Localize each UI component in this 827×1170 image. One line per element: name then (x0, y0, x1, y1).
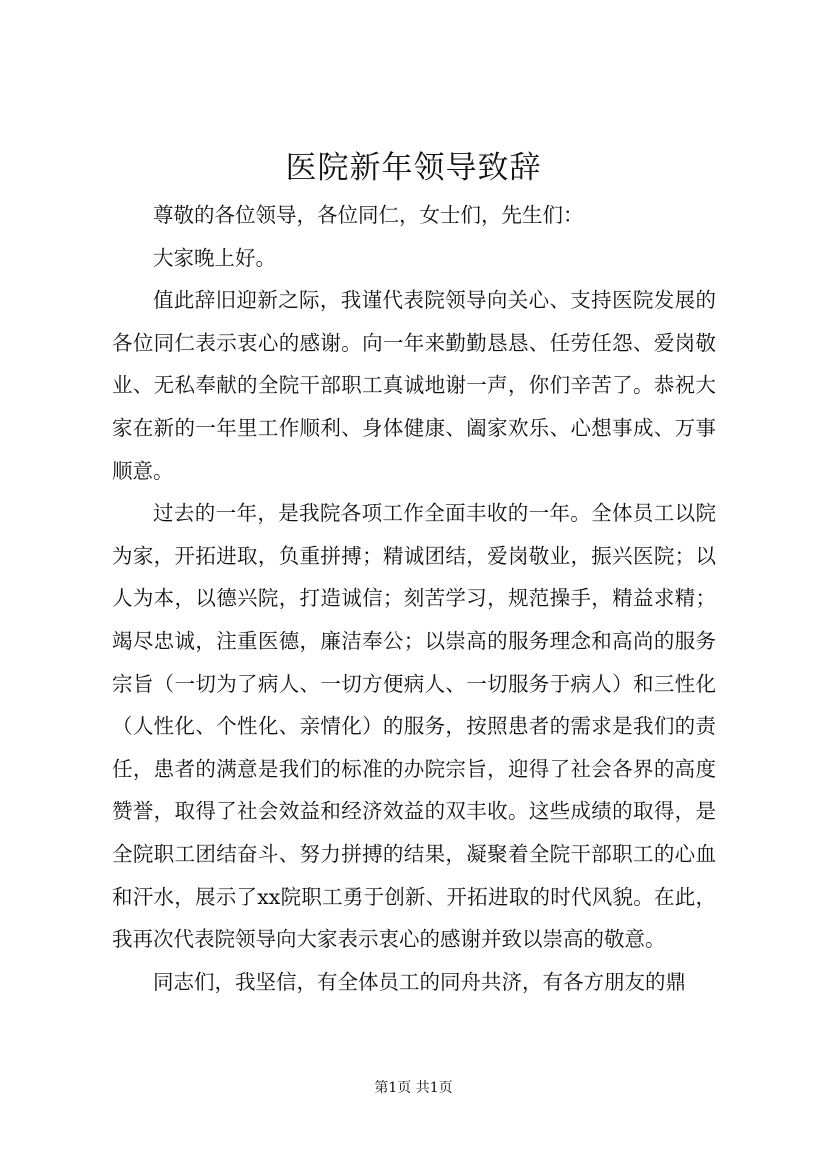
document-title: 医院新年领导致辞 (285, 150, 542, 186)
salutation-paragraph: 尊敬的各位领导，各位同仁，女士们，先生们： (153, 203, 584, 227)
page-footer: 第1页 共1页 (374, 1080, 453, 1096)
thanks-paragraph: 值此辞旧迎新之际，我谨代表院领导向关心、支持医院发展的各位同仁表示衷心的感谢。向一年来勤勤恳恳、任劳任怨、爱岗敬业、无私奉献的全院干部职工真诚地谢一声，你们辛苦了。恭祝大家在新的一年里工作顺利、身体健康、阖家欢乐、心想事成、万事顺意。 (112, 288, 716, 483)
document-body (112, 194, 716, 1003)
greeting-paragraph: 大家晚上好。 (153, 245, 276, 270)
review-paragraph: 过去的一年，是我院各项工作全面丰收的一年。全体员工以院为家，开拓进取，负重拼搏；精诚团结，爱岗敬业，振兴医院；以人为本，以德兴院，打造诚信；刻苦学习，规范操手，精益求精；竭尽忠诚，注重医德，廉洁奉公；以崇高的服务理念和高尚的服务宗旨（一切为了病人、一切方便病人、一切服务于病人）和三性化（人性化、个性化、亲情化）的服务，按照患者的需求是我们的责任，患者的满意是我们的标准的办院宗旨，迎得了社会各界的高度赞誉，取得了社会效益和经济效益的双丰收。这些成绩的取得，是全院职工团结奋斗、努力拼搏的结果，凝聚着全院干部职工的心血和汗水，展示了xx院职工勇于创新、开拓进取的时代风貌。在此，我再次代表院领导向大家表示衷心的感谢并致以崇高的敬意。 (112, 501, 716, 952)
closing-paragraph: 同志们，我坚信，有全体员工的同舟共济，有各方朋友的鼎 (153, 969, 686, 994)
